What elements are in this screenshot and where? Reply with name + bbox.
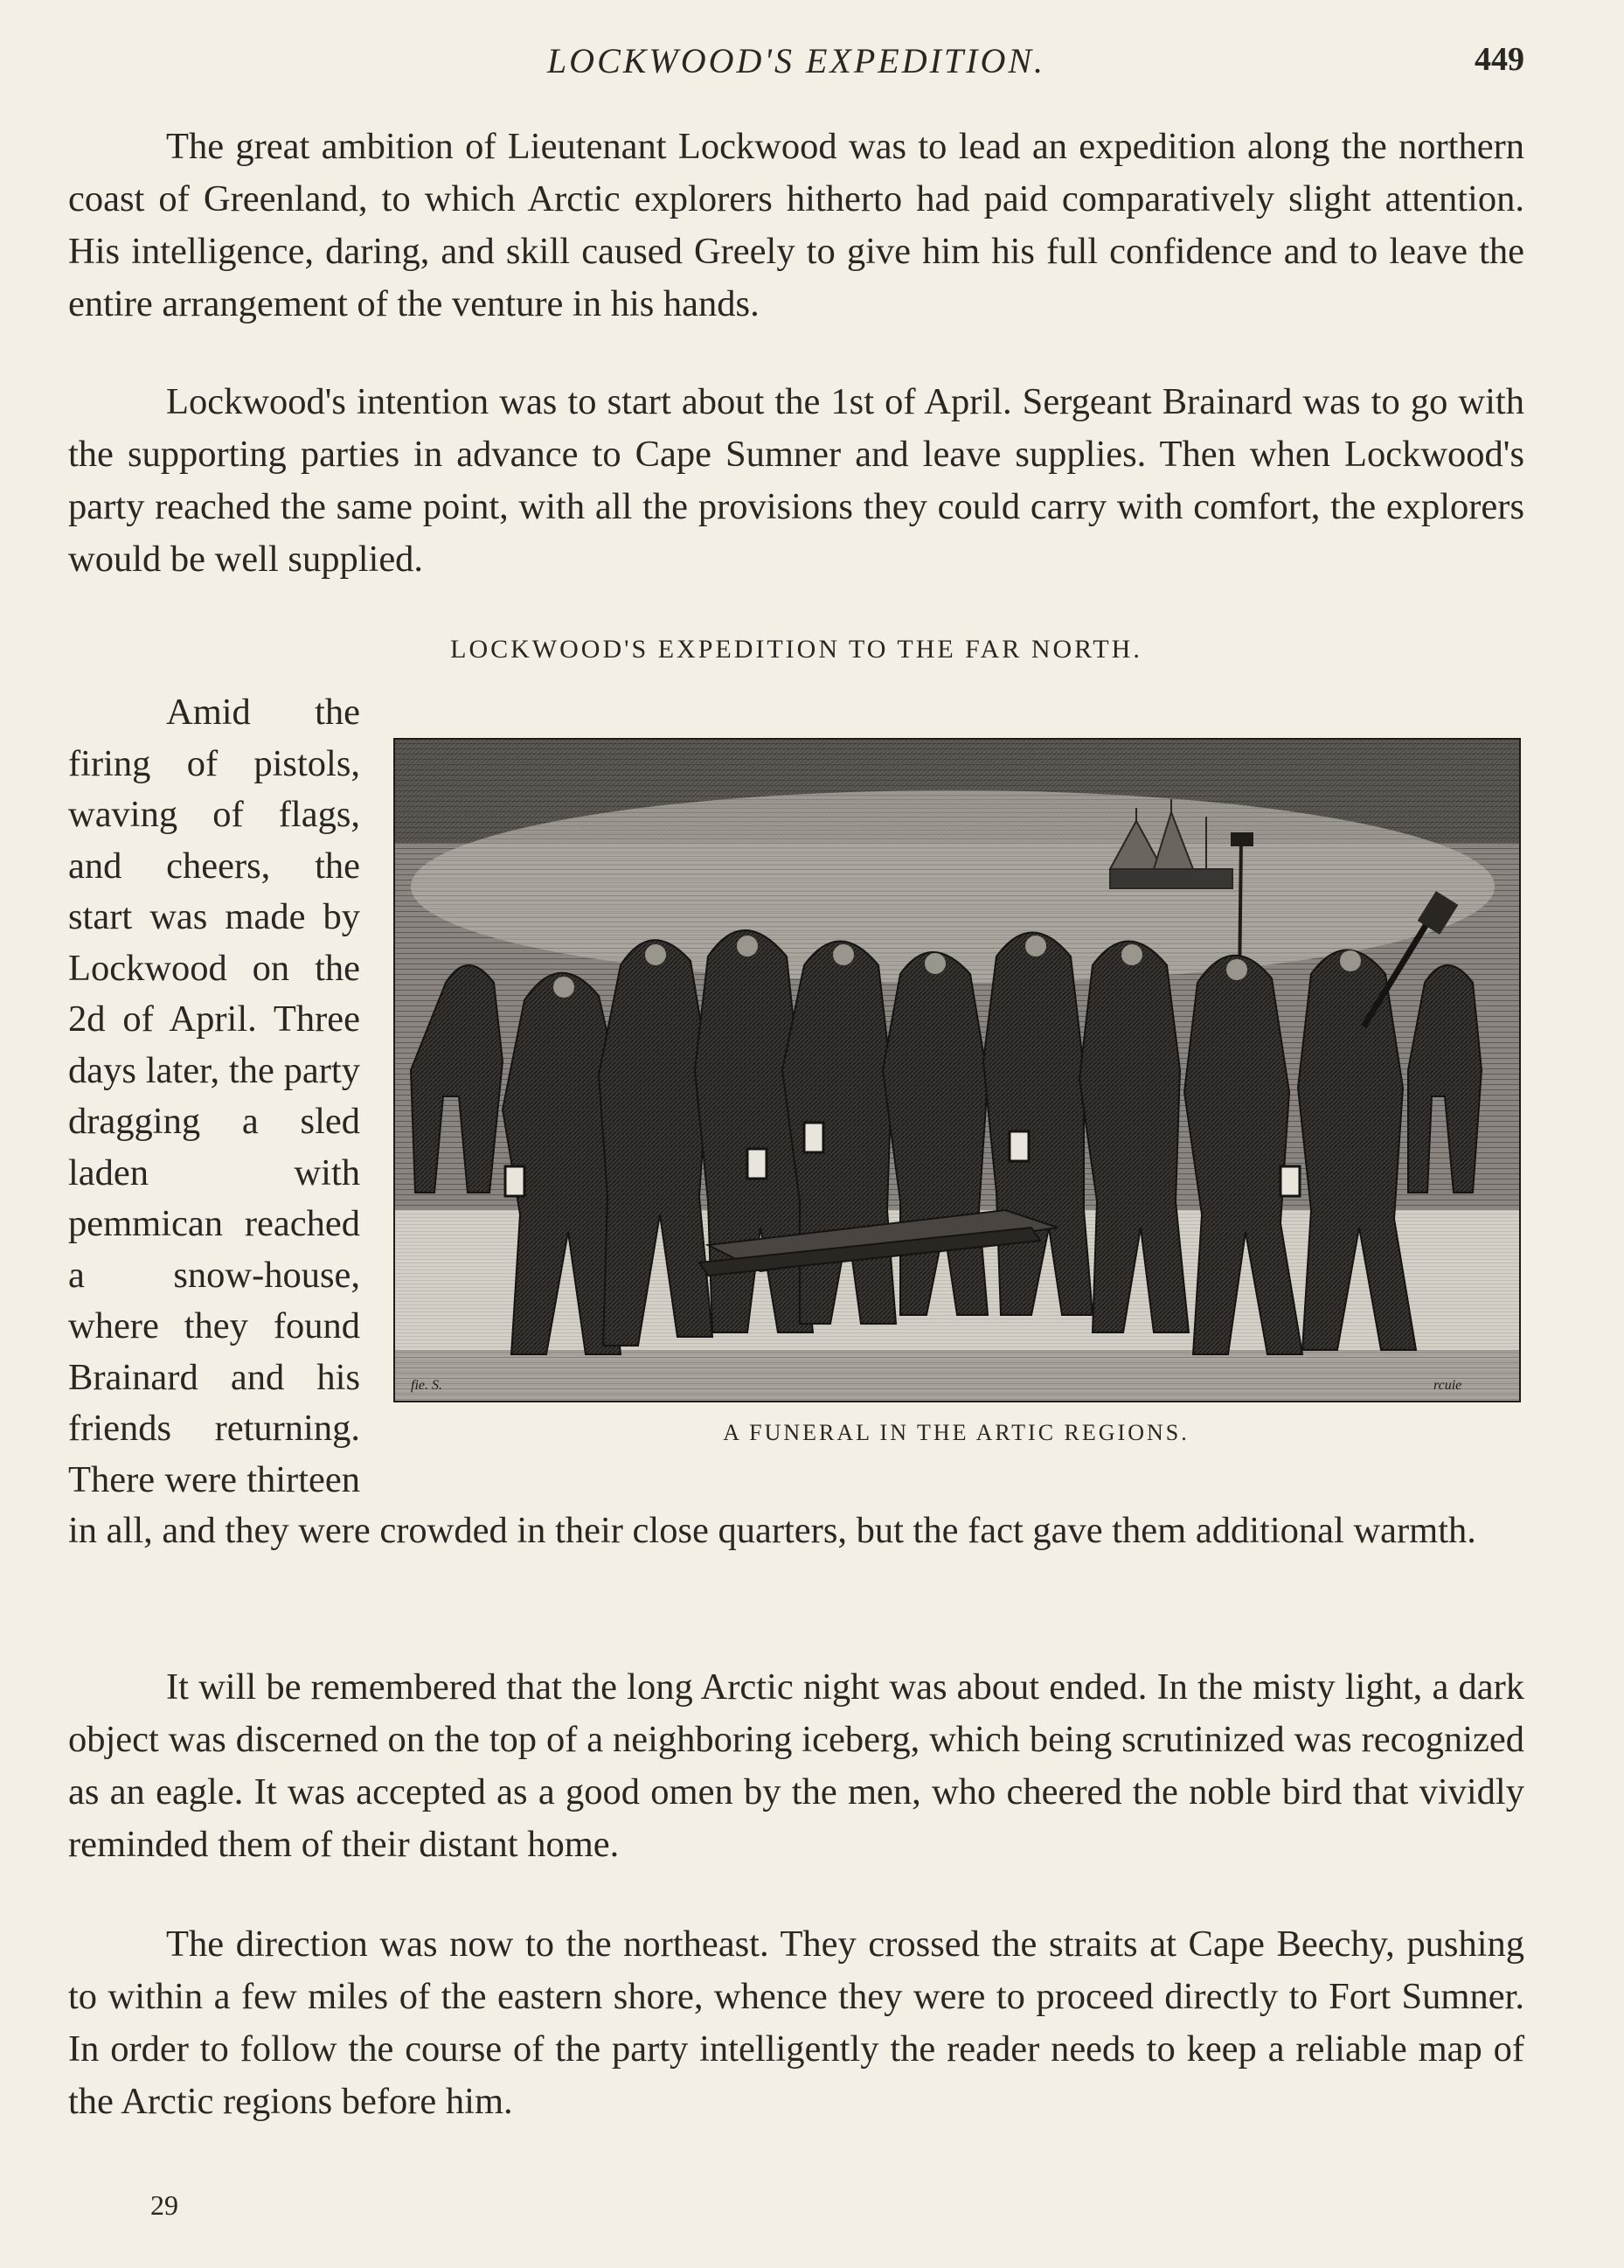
signature-mark: 29 — [150, 2189, 178, 2221]
running-head — [68, 33, 1524, 86]
svg-text:fie. S.: fie. S. — [411, 1378, 442, 1393]
svg-text:rcuie: rcuie — [1433, 1378, 1462, 1393]
paragraph-eagle: It will be remembered that the long Arctic night was about ended. In the misty light, a dark object was discerned on the top of a neighboring iceberg, which being scrutinized was recognized as an eagle. It was accepted as a good omen by the men, who cheered the noble bird that vividly reminded them of their distant home. — [68, 1666, 1524, 1865]
paragraph-ambition: The great ambition of Lieutenant Lockwood was to lead an expedition along the northern coast of Greenland, to which Arctic explorers hitherto had paid comparatively slight attention. His intelligence, daring, and skill caused Greely to give him his full confidence and to leave the entire arrangement of the venture in his hands. — [68, 126, 1524, 324]
funeral-engraving-illustration — [393, 738, 1521, 1402]
paragraph-direction: The direction was now to the northeast. They crossed the straits at Cape Beechy, pushing to within a few miles of the eastern shore, whence they were to proceed directly to Fort Sumner. In order to follow the course of the party intelligently the reader needs to keep a reliable map of the Arctic regions before him. — [68, 1924, 1524, 2122]
book-page — [68, 0, 1524, 2268]
figure — [388, 738, 1524, 1490]
paragraph-with-figure — [68, 687, 1524, 1557]
paragraph-intention: Lockwood's intention was to start about the 1st of April. Sergeant Brainard was to go with the supporting parties in advance to Cape Sumner and leave supplies. Then when Lockwood's party reached the same point, with all the provisions they could carry with comfort, the explorers would be well supplied. — [68, 381, 1524, 580]
paragraph-start-made: Amid the firing of pistols, waving of flags, and cheers, the start was made by Lockwood on the 2d of April. Three days later, the party dragging a sled laden with pemmican reached a snow-house, where they found Brainard and his friends returning. There were thirteen in all, and they were crowded in their close quarters, but the fact gave them additional warmth. — [68, 692, 1476, 1551]
running-title: LOCKWOOD'S EXPEDITION. — [546, 41, 1046, 80]
figure-caption: A FUNERAL IN THE ARTIC REGIONS. — [723, 1420, 1190, 1445]
page-number: 449 — [1475, 41, 1524, 78]
section-heading: LOCKWOOD'S EXPEDITION TO THE FAR NORTH. — [450, 635, 1142, 664]
